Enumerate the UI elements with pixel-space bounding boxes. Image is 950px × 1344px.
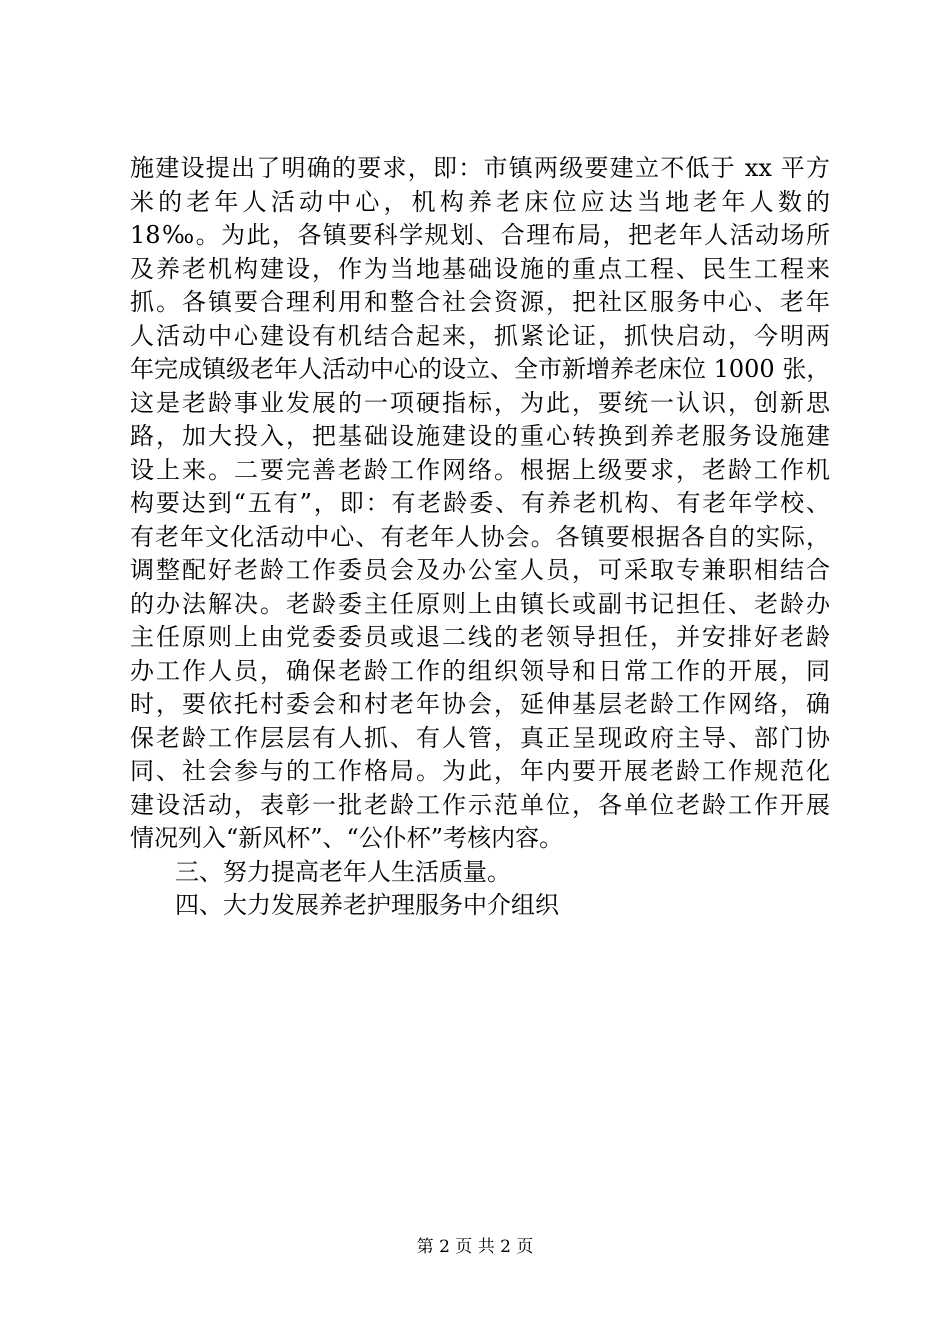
paragraph-line: 施建设提出了明确的要求，即：市镇两级要建立不低于 xx 平方 bbox=[130, 154, 830, 182]
paragraph-line: 有老年文化活动中心、有老年人协会。各镇要根据各自的实际， bbox=[130, 522, 830, 551]
paragraph-line: 主任原则上由党委委员或退二线的老领导担任，并安排好老龄 bbox=[130, 623, 830, 651]
document-body bbox=[130, 152, 830, 923]
page-footer: 第 2 页 共 2 页 bbox=[416, 1237, 534, 1257]
paragraph-line: 及养老机构建设，作为当地基础设施的重点工程、民生工程来 bbox=[130, 254, 830, 283]
paragraph-line: 路，加大投入，把基础设施建设的重心转换到养老服务设施建 bbox=[130, 422, 830, 450]
paragraph-line: 办工作人员，确保老龄工作的组织领导和日常工作的开展，同 bbox=[130, 656, 830, 685]
paragraph-line: 调整配好老龄工作委员会及办公室人员，可采取专兼职相结合 bbox=[130, 556, 830, 584]
paragraph-line: 建设活动，表彰一批老龄工作示范单位，各单位老龄工作开展 bbox=[130, 790, 830, 819]
paragraph-line: 人活动中心建设有机结合起来，抓紧论证，抓快启动，今明两 bbox=[130, 321, 830, 350]
paragraph-line: 时，要依托村委会和村老年协会，延伸基层老龄工作网络，确 bbox=[130, 690, 830, 718]
paragraph-line: 这是老龄事业发展的一项硬指标，为此，要统一认识，创新思 bbox=[130, 388, 830, 417]
section-heading-4: 四、大力发展养老护理服务中介组织 bbox=[175, 891, 559, 919]
paragraph-line: 情况列入“新风杯”、“公仆杯”考核内容。 bbox=[130, 824, 564, 852]
paragraph-line: 设上来。二要完善老龄工作网络。根据上级要求，老龄工作机 bbox=[130, 455, 830, 484]
section-heading-3: 三、努力提高老年人生活质量。 bbox=[175, 857, 511, 886]
paragraph-line: 保老龄工作层层有人抓、有人管，真正呈现政府主导、部门协 bbox=[130, 723, 830, 752]
paragraph-line: 米的老年人活动中心，机构养老床位应达当地老年人数的 bbox=[130, 187, 830, 216]
paragraph-line: 年完成镇级老年人活动中心的设立、全市新增养老床位 1000 张， bbox=[130, 355, 831, 383]
paragraph-line: 同、社会参与的工作格局。为此，年内要开展老龄工作规范化 bbox=[130, 757, 830, 785]
paragraph-line: 抓。各镇要合理利用和整合社会资源，把社区服务中心、老年 bbox=[130, 288, 830, 316]
paragraph-line: 构要达到“五有”，即：有老龄委、有养老机构、有老年学校、 bbox=[130, 489, 830, 517]
paragraph-line: 的办法解决。老龄委主任原则上由镇长或副书记担任、老龄办 bbox=[130, 589, 830, 618]
paragraph-line: 18‰。为此，各镇要科学规划、合理布局，把老年人活动场所 bbox=[130, 221, 830, 249]
